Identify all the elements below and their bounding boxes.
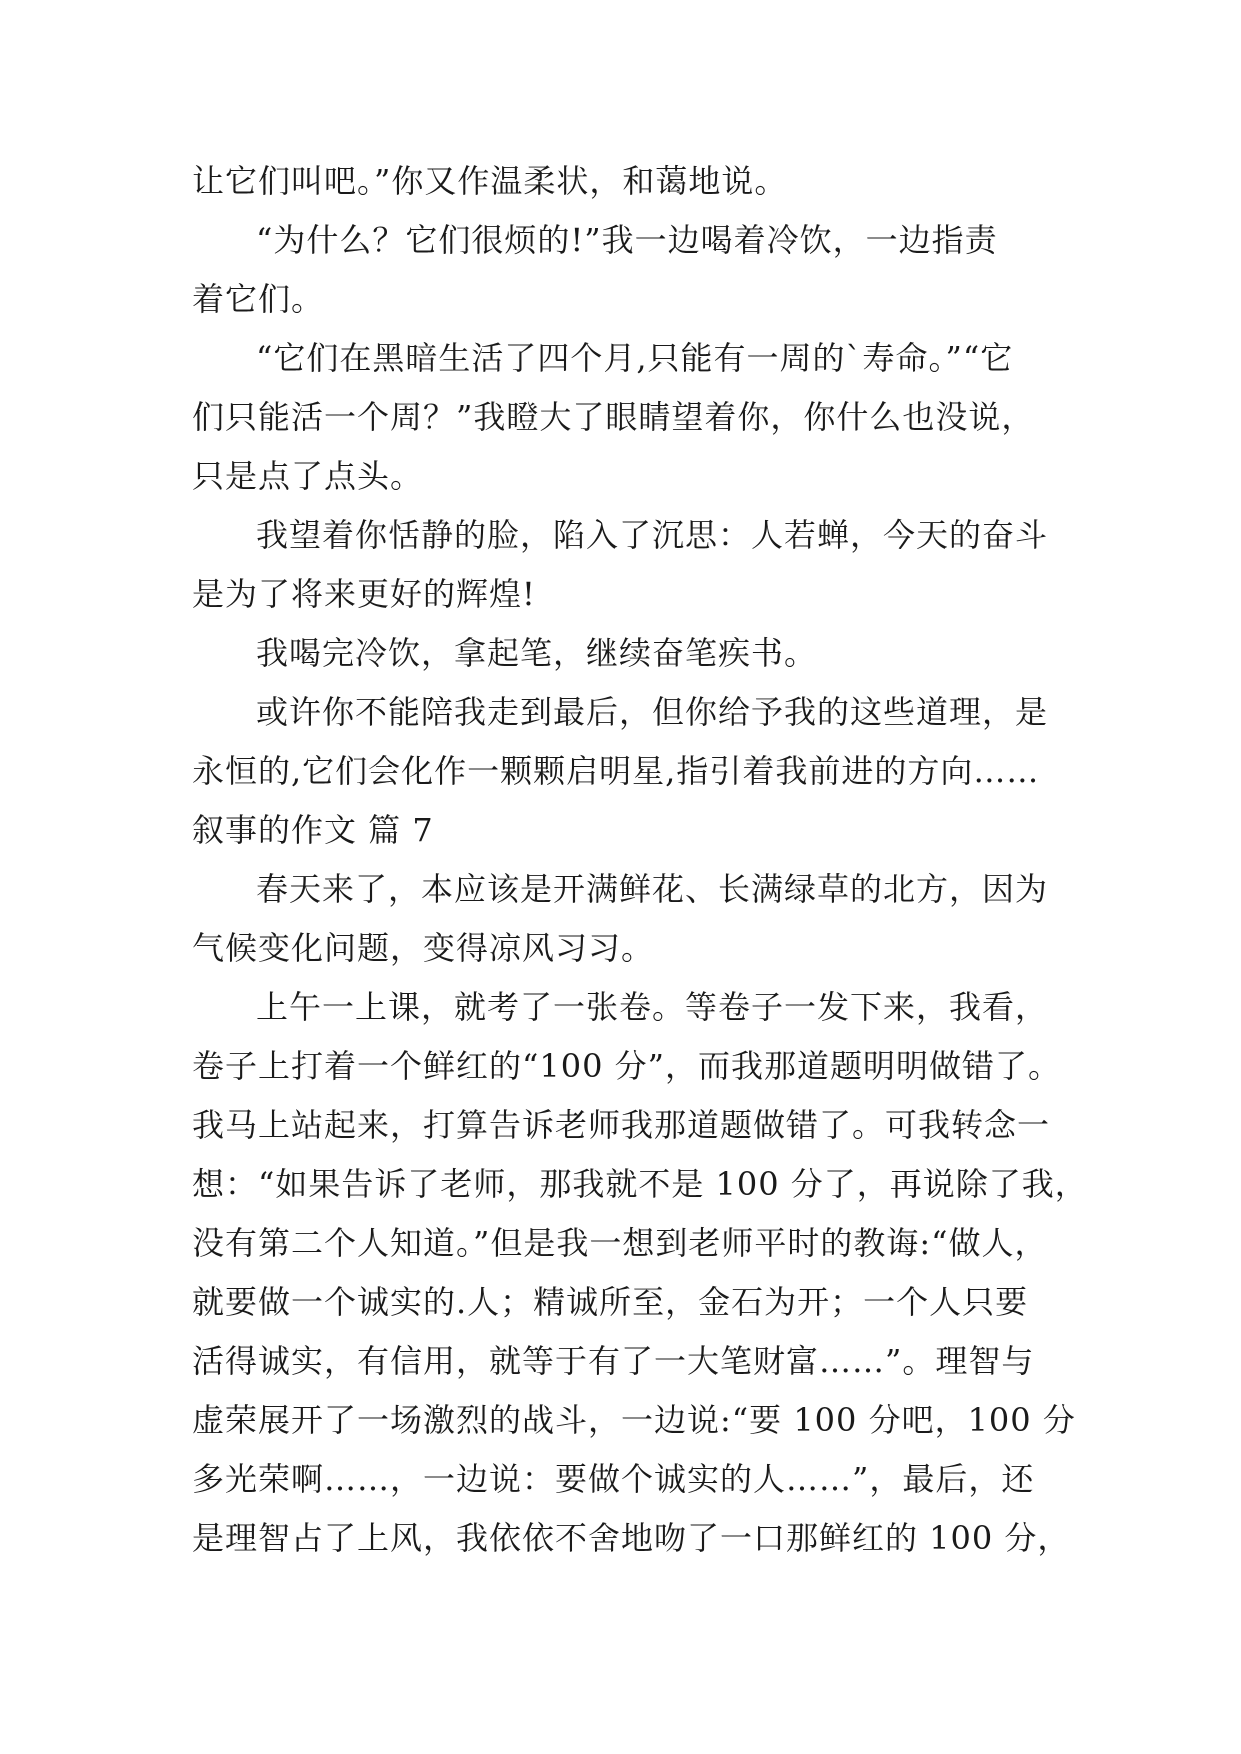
text-line: 着它们。 xyxy=(192,280,325,318)
text-line: 让它们叫吧。”你又作温柔状，和蔼地说。 xyxy=(192,162,788,200)
text-line: 只是点了点头。 xyxy=(192,457,424,495)
text-line: 我喝完冷饮，拿起笔，继续奋笔疾书。 xyxy=(256,634,818,672)
text-line: 上午一上课，就考了一张卷。等卷子一发下来，我看， xyxy=(256,988,1049,1026)
section-heading: 叙事的作文 篇 7 xyxy=(192,811,434,849)
text-line: 就要做一个诚实的.人；精诚所至，金石为开；一个人只要 xyxy=(192,1283,1029,1321)
text-line: 永恒的,它们会化作一颗颗启明星,指引着我前进的方向…… xyxy=(192,752,1040,790)
text-line: 活得诚实，有信用，就等于有了一大笔财富……”。理智与 xyxy=(192,1342,1035,1380)
text-line: 是理智占了上风，我依依不舍地吻了一口那鲜红的 100 分， xyxy=(192,1519,1071,1557)
document-body xyxy=(192,152,1088,1568)
text-line: 是为了将来更好的辉煌! xyxy=(192,575,536,613)
text-line: 我马上站起来，打算告诉老师我那道题做错了。可我转念一 xyxy=(192,1106,1051,1144)
text-line: 卷子上打着一个鲜红的“100 分”，而我那道题明明做错了。 xyxy=(192,1047,1061,1085)
text-line: 想：“如果告诉了老师，那我就不是 100 分了，再说除了我， xyxy=(192,1165,1088,1203)
text-line: 没有第二个人知道。”但是我一想到老师平时的教诲:“做人， xyxy=(192,1224,1048,1262)
text-line: 虚荣展开了一场激烈的战斗，一边说:“要 100 分吧，100 分 xyxy=(192,1401,1076,1439)
text-line: 我望着你恬静的脸，陷入了沉思：人若蝉，今天的奋斗 xyxy=(256,516,1049,554)
text-line: “它们在黑暗生活了四个月,只能有一周的`寿命。”“它 xyxy=(256,339,1014,377)
text-line: 多光荣啊……，一边说：要做个诚实的人……”，最后，还 xyxy=(192,1460,1035,1498)
text-line: 气候变化问题，变得凉风习习。 xyxy=(192,929,655,967)
text-line: “为什么？它们很烦的!”我一边喝着冷饮，一边指责 xyxy=(256,221,998,259)
text-line: 或许你不能陪我走到最后，但你给予我的这些道理，是 xyxy=(256,693,1049,731)
text-line: 们只能活一个周？”我瞪大了眼睛望着你，你什么也没说， xyxy=(192,398,1035,436)
text-line: 春天来了，本应该是开满鲜花、长满绿草的北方，因为 xyxy=(256,870,1049,908)
